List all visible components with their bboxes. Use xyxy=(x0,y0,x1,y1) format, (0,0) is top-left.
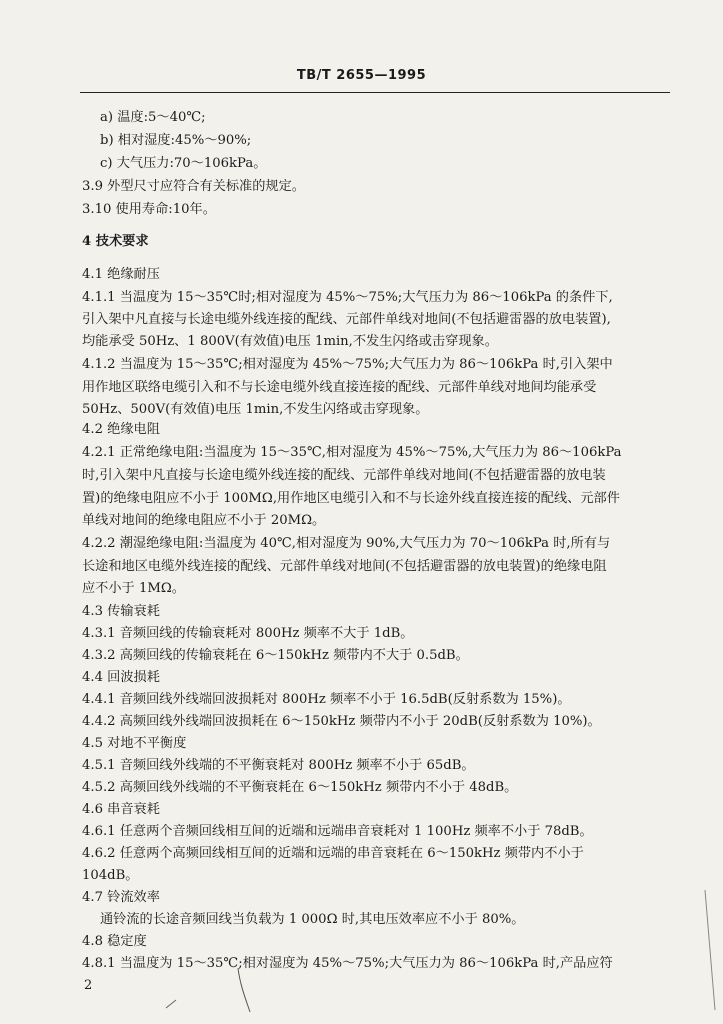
heading-4-6: 4.6 串音衰耗 xyxy=(82,802,160,817)
clause-4-6-2-line-2: 104dB。 xyxy=(82,868,139,883)
env-condition-pressure: c) 大气压力:70～106kPa。 xyxy=(100,156,267,171)
clause-4-2-1-line-3: 置)的绝缘电阻应不小于 100MΩ,用作地区电缆引入和不与长途外线直接连接的配线、元部件 xyxy=(82,491,620,506)
clause-4-1-1-line-2: 引入架中凡直接与长途电缆外线连接的配线、元部件单线对地间(不包括避雷器的放电装置), xyxy=(82,312,611,327)
heading-4-7: 4.7 铃流效率 xyxy=(82,890,160,905)
section-heading-4: 4 技术要求 xyxy=(82,234,149,249)
clause-4-4-2: 4.4.2 高频回线外线端回波损耗在 6～150kHz 频带内不小于 20dB(反射系数为 10%)。 xyxy=(82,714,601,729)
clause-4-1-2-line-1: 4.1.2 当温度为 15～35℃;相对湿度为 45%～75%;大气压力为 86～106kPa 时,引入架中 xyxy=(82,357,613,372)
clause-4-6-1: 4.6.1 任意两个音频回线相互间的近端和远端串音衰耗对 1 100Hz 频率不小于 78dB。 xyxy=(82,824,593,839)
clause-4-3-2: 4.3.2 高频回线的传输衰耗在 6～150kHz 频带内不大于 0.5dB。 xyxy=(82,648,469,663)
env-condition-temperature: a) 温度:5～40℃; xyxy=(100,110,206,125)
heading-4-1: 4.1 绝缘耐压 xyxy=(82,267,160,282)
clause-4-4-1: 4.4.1 音频回线外线端回波损耗对 800Hz 频率不小于 16.5dB(反射系数为 15%)。 xyxy=(82,692,571,707)
clause-4-1-2-line-2: 用作地区联络电缆引入和不与长途电缆外线直接连接的配线、元部件单线对地间均能承受 xyxy=(82,380,597,395)
clause-3-9: 3.9 外型尺寸应符合有关标准的规定。 xyxy=(82,179,305,194)
clause-4-8-1-line-1: 4.8.1 当温度为 15～35℃;相对湿度为 45%～75%;大气压力为 86～106kPa 时,产品应符 xyxy=(82,956,613,971)
clause-4-2-2-line-2: 长途和地区电缆外线连接的配线、元部件单线对地间(不包括避雷器的放电装置)的绝缘电阻 xyxy=(82,559,607,574)
clause-4-2-2-line-1: 4.2.2 潮湿绝缘电阻:当温度为 40℃,相对湿度为 90%,大气压力为 70～106kPa 时,所有与 xyxy=(82,536,611,551)
heading-4-3: 4.3 传输衰耗 xyxy=(82,604,160,619)
clause-4-2-1-line-4: 单线对地间的绝缘电阻应不小于 20MΩ。 xyxy=(82,513,326,528)
heading-4-8: 4.8 稳定度 xyxy=(82,934,147,949)
env-condition-humidity: b) 相对湿度:45%～90%; xyxy=(100,133,252,148)
clause-4-1-2-line-3: 50Hz、500V(有效值)电压 1min,不发生闪络或击穿现象。 xyxy=(82,402,429,417)
clause-4-7-body: 通铃流的长途音频回线当负载为 1 000Ω 时,其电压效率应不小于 80%。 xyxy=(100,912,525,927)
heading-4-2: 4.2 绝缘电阻 xyxy=(82,422,160,437)
clause-4-1-1-line-3: 均能承受 50Hz、1 800V(有效值)电压 1min,不发生闪络或击穿现象。 xyxy=(82,334,498,349)
page-number: 2 xyxy=(84,978,93,993)
clause-4-1-1-line-1: 4.1.1 当温度为 15～35℃时;相对湿度为 45%～75%;大气压力为 86～106kPa 的条件下, xyxy=(82,290,613,305)
standard-code-header: TB/T 2655—1995 xyxy=(296,68,427,83)
clause-4-2-1-line-2: 时,引入架中凡直接与长途电缆外线连接的配线、元部件单线对地间(不包括避雷器的放电装 xyxy=(82,468,606,483)
clause-4-5-1: 4.5.1 音频回线外线端的不平衡衰耗对 800Hz 频率不小于 65dB。 xyxy=(82,758,475,773)
heading-4-5: 4.5 对地不平衡度 xyxy=(82,736,187,751)
clause-4-2-1-line-1: 4.2.1 正常绝缘电阻:当温度为 15～35℃,相对湿度为 45%～75%,大气压力为 86～106kPa xyxy=(82,445,622,460)
clause-4-6-2-line-1: 4.6.2 任意两个高频回线相互间的近端和远端的串音衰耗在 6～150kHz 频带内不小于 xyxy=(82,846,584,861)
heading-4-4: 4.4 回波损耗 xyxy=(82,670,160,685)
clause-4-3-1: 4.3.1 音频回线的传输衰耗对 800Hz 频率不大于 1dB。 xyxy=(82,626,414,641)
clause-4-2-2-line-3: 应不小于 1MΩ。 xyxy=(82,581,185,596)
clause-4-5-2: 4.5.2 高频回线外线端的不平衡衰耗在 6～150kHz 频带内不小于 48dB。 xyxy=(82,780,518,795)
clause-3-10: 3.10 使用寿命:10年。 xyxy=(82,202,216,217)
